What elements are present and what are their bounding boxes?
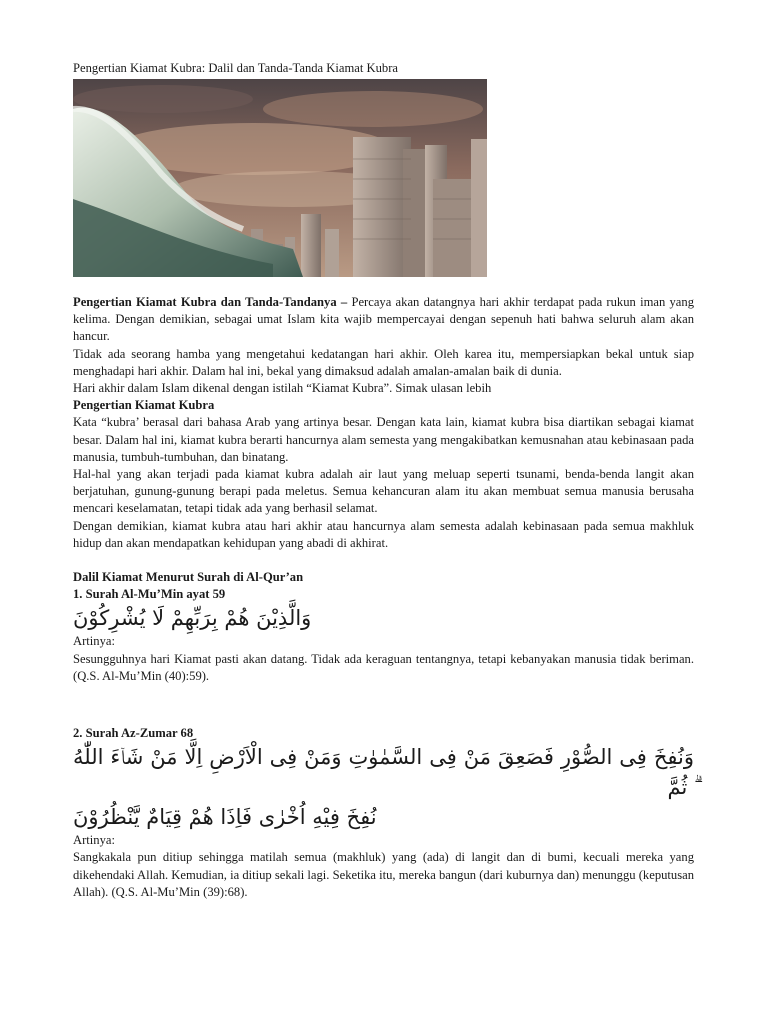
verse-1-title: 1. Surah Al-Mu’Min ayat 59 (73, 587, 226, 602)
definition-paragraph-2: Hal-hal yang akan terjadi pada kiamat kubra adalah air laut yang meluap seperti tsunami, benda-benda langit akan berjatuhan, gunung-gunung berapi pada meletus. Semua kehancuran alam itu akan membuat semua manusia berusaha mencari keselamatan, tetapi tidak ada yang berhasil selamat. (73, 467, 694, 516)
intro-paragraph (73, 294, 694, 346)
document-title: Pengertian Kiamat Kubra: Dalil dan Tanda-Tanda Kiamat Kubra (73, 61, 398, 75)
dalil-heading: Dalil Kiamat Menurut Surah di Al-Qur’an (73, 570, 304, 585)
verse-2-arabic-line-1: وَنُفِخَ فِى الصُّوْرِ فَصَعِقَ مَنْ فِى السَّمٰوٰتِ وَمَنْ فِى الْاَرْضِ اِلَّا مَنْ شَاۤءَ اللّٰهُ ۗ ثُمَّ (73, 745, 694, 800)
verse-1-artinya: Artinya: (73, 634, 115, 649)
definition-paragraph-3: Dengan demikian, kiamat kubra atau hari akhir atau hancurnya alam semesta adalah kebinasaan pada semua makhluk hidup dan akan mendapatkan kehidupan yang abadi di akhirat. (73, 518, 694, 550)
definition-paragraph-1: Kata “kubra’ berasal dari bahasa Arab yang artinya besar. Dengan kata lain, kiamat kubra bisa diartikan sebagai kiamat besar. Dalam hal ini, kiamat kubra berarti hancurnya alam semesta yang mengakibatkan kemusnahan atau kebinasaan pada manusia, tumbuh-tumbuhan, dan binatang. (73, 415, 694, 464)
intro-text: Percaya akan datangnya hari akhir terdapat pada rukun iman yang kelima. Dengan demikian, sebagai umat Islam kita wajib mempercayai dengan sepenuh hati bahwa seluruh alam akan hancur. (73, 295, 694, 344)
verse-1-arabic: وَالَّذِيْنَ هُمْ بِرَبِّهِمْ لَا يُشْرِكُوْنَ (73, 606, 312, 631)
intro-paragraph-3: Hari akhir dalam Islam dikenal dengan istilah “Kiamat Kubra”. Simak ulasan lebih (73, 381, 492, 396)
intro-paragraph-2: Tidak ada seorang hamba yang mengetahui kedatangan hari akhir. Oleh karea itu, mempersiapkan bekal untuk siap menghadapi hari akhir. Dalam hal ini, bekal yang dimaksud adalah amalan-amalan baik di dunia. (73, 346, 694, 378)
spacer (73, 685, 694, 725)
intro-lead: Pengertian Kiamat Kubra dan Tanda-Tandanya – (73, 295, 348, 309)
spacer (73, 552, 694, 569)
verse-2-artinya: Artinya: (73, 833, 115, 848)
definition-heading: Pengertian Kiamat Kubra (73, 398, 215, 413)
article-body (73, 294, 694, 901)
tsunami-city-illustration (73, 79, 487, 277)
verse-2-translation: Sangkakala pun ditiup sehingga matilah semua (makhluk) yang (ada) di langit dan di bumi, kecuali mereka yang dikehendaki Allah. Kemudian, ia ditiup sekali lagi. Seketika itu, mereka bangun (dari kuburnya dan) menunggu (keputusan Allah). (Q.S. Al-Mu’Min (39):68). (73, 850, 694, 899)
tsunami-city-image (73, 79, 487, 277)
verse-2-arabic-line-2: نُفِخَ فِيْهِ اُخْرٰى فَاِذَا هُمْ قِيَامٌ يَّنْظُرُوْنَ (73, 805, 377, 830)
verse-2-title: 2. Surah Az-Zumar 68 (73, 726, 194, 741)
verse-1-translation: Sesungguhnya hari Kiamat pasti akan datang. Tidak ada keraguan tentangnya, tetapi kebanyakan manusia tidak beriman. (Q.S. Al-Mu’Min (40):59). (73, 651, 694, 683)
